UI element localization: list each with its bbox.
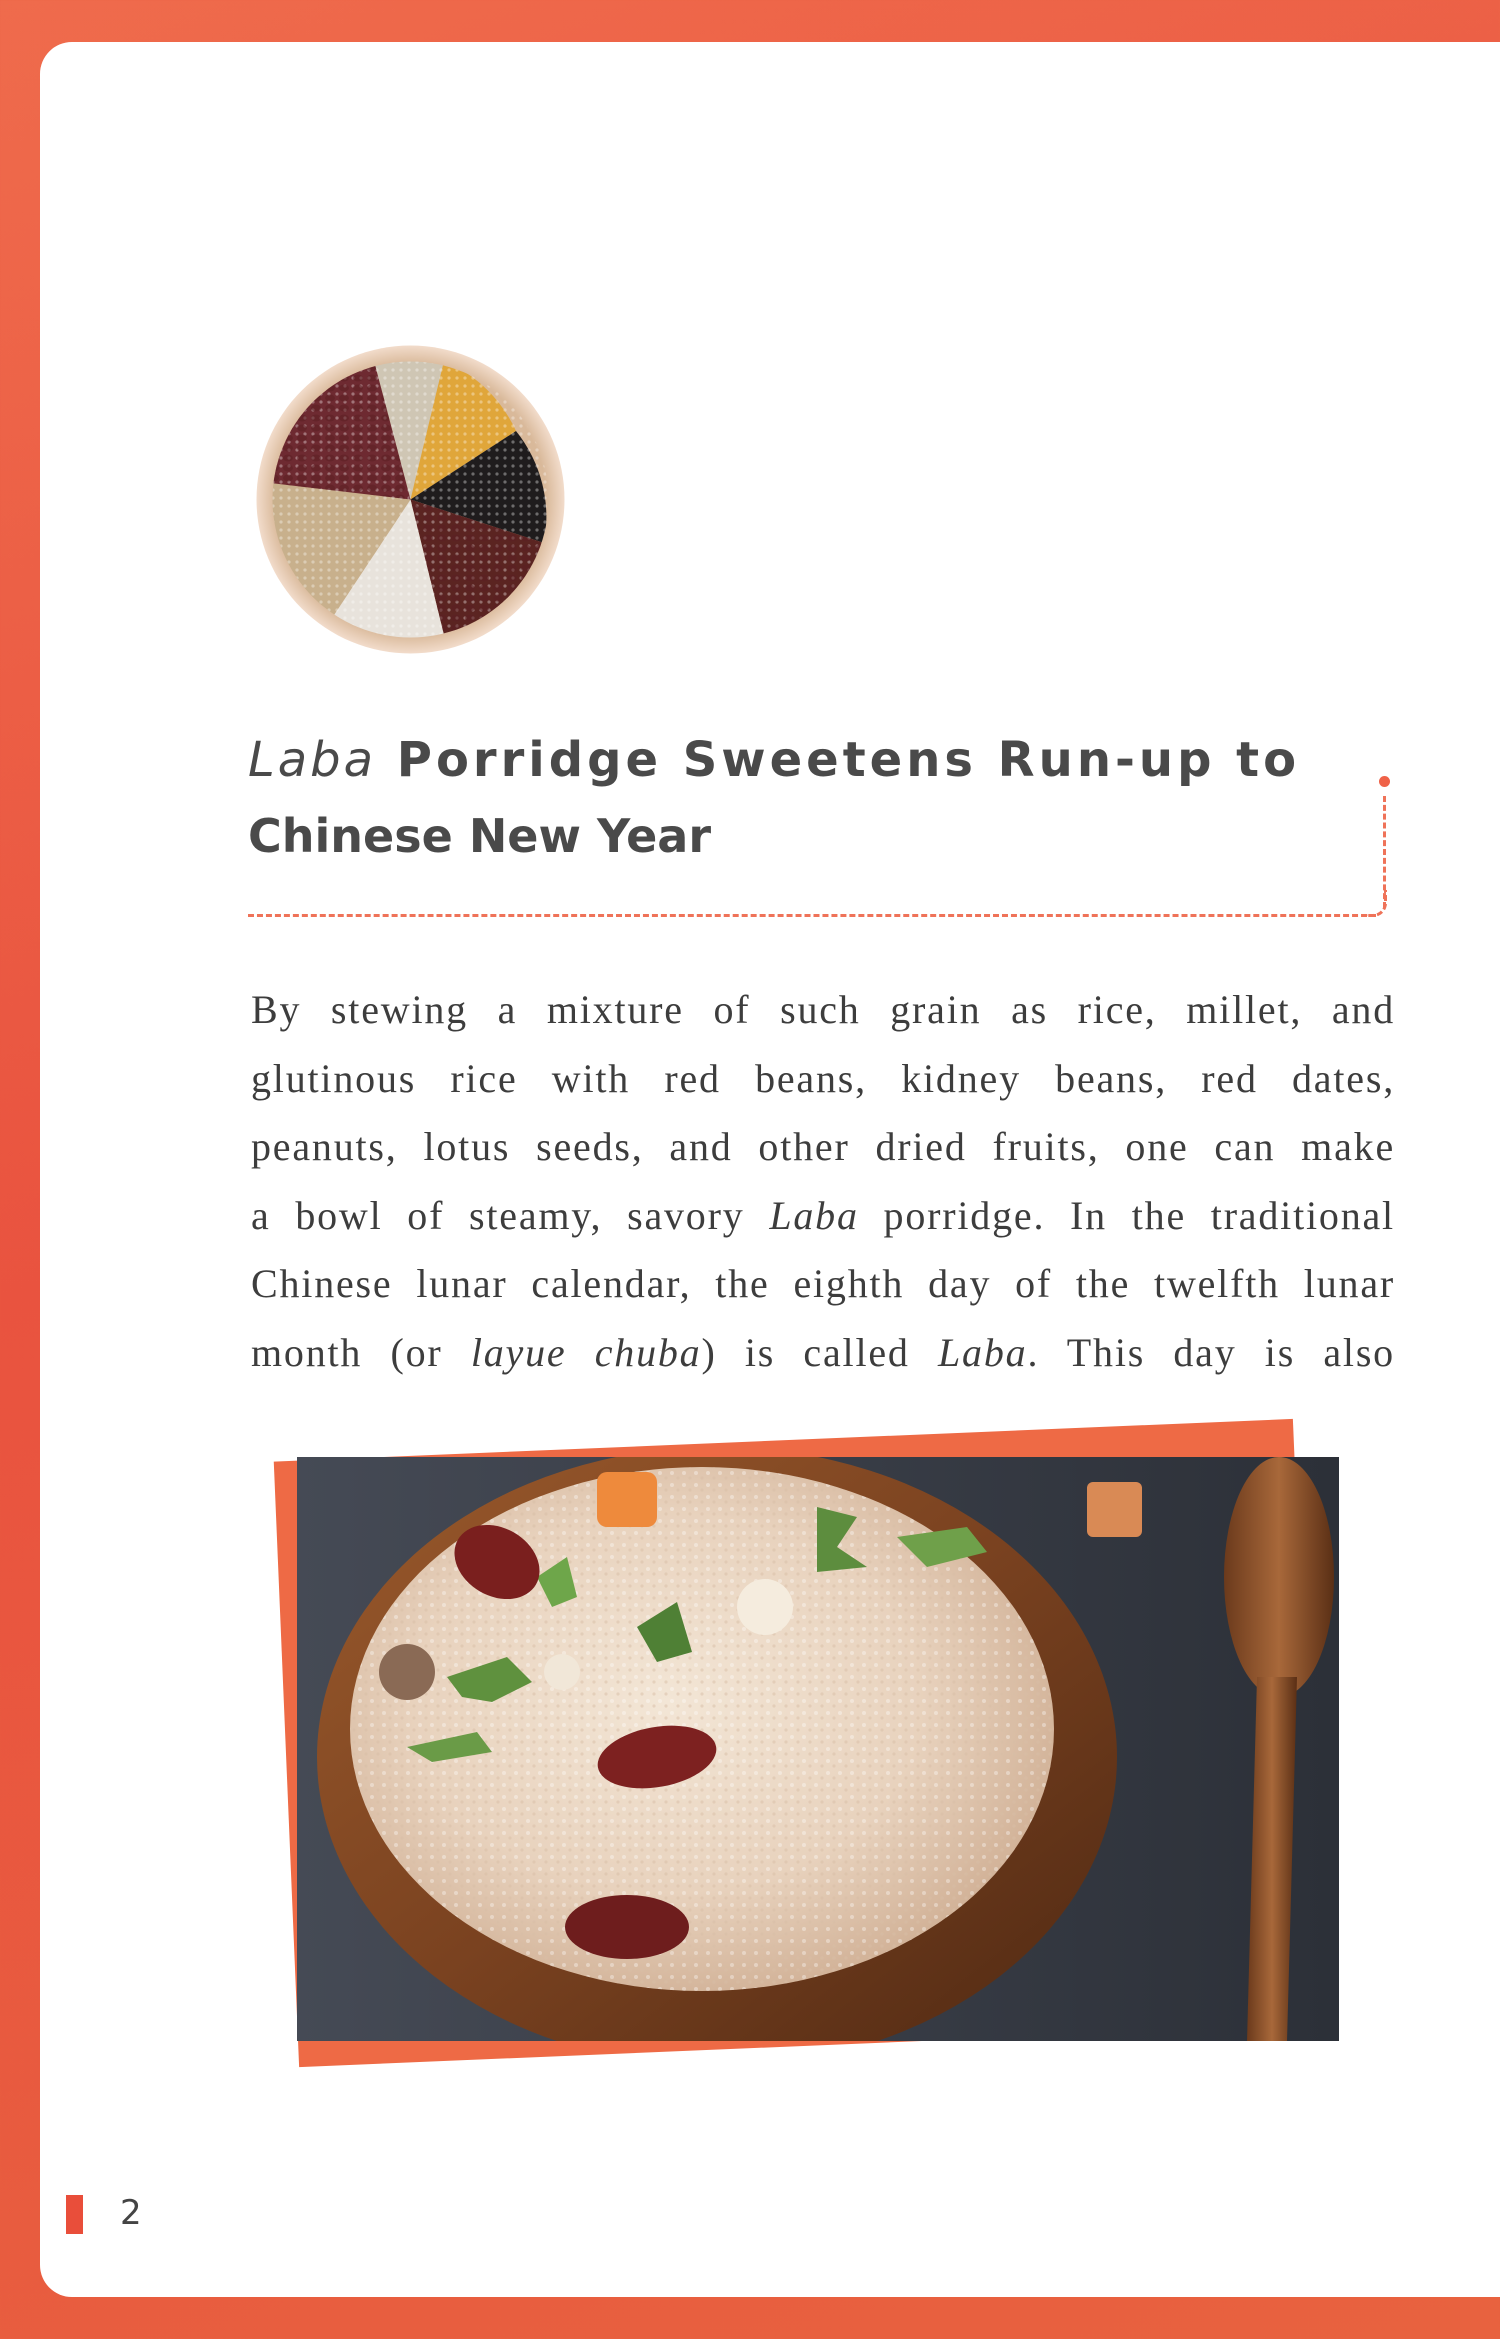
body-italic-term: layue chuba xyxy=(470,1329,702,1375)
title-line-2: Chinese New Year xyxy=(248,809,712,863)
body-italic-term: Laba xyxy=(938,1329,1028,1375)
body-line xyxy=(251,1319,1395,1388)
title-line-1 xyxy=(248,722,1388,798)
grain-bowl-image xyxy=(254,343,567,656)
body-line: peanuts, lotus seeds, and other dried fruits, one can make xyxy=(251,1124,1395,1169)
article-title xyxy=(248,722,1388,874)
title-line-1-rest: Porridge Sweetens Run-up to xyxy=(396,732,1301,788)
page-marker xyxy=(66,2195,83,2234)
body-line: glutinous rice with red beans, kidney beans, red dates, xyxy=(251,1055,1395,1101)
body-line: By stewing a mixture of such grain as rice, millet, and xyxy=(251,987,1395,1032)
article-title-block xyxy=(248,722,1388,874)
body-text-fragment: ) is called xyxy=(701,1329,910,1375)
body-text-fragment: month (or xyxy=(251,1329,443,1375)
laba-porridge-photo xyxy=(297,1457,1339,2041)
page-number: 2 xyxy=(120,2193,142,2233)
body-line xyxy=(251,1182,1395,1251)
body-italic-term: Laba xyxy=(769,1192,859,1238)
body-text-fragment: . This day is also xyxy=(1027,1329,1395,1375)
article-body xyxy=(251,976,1395,1387)
title-rule-dot xyxy=(1379,776,1390,787)
title-italic-word: Laba xyxy=(248,732,377,788)
title-rule xyxy=(248,914,1376,917)
body-line: Chinese lunar calendar, the eighth day of the twelfth lunar xyxy=(251,1261,1395,1306)
body-text-fragment: a bowl of steamy, savory xyxy=(251,1192,745,1238)
body-text-fragment: porridge. In the traditional xyxy=(883,1192,1395,1238)
